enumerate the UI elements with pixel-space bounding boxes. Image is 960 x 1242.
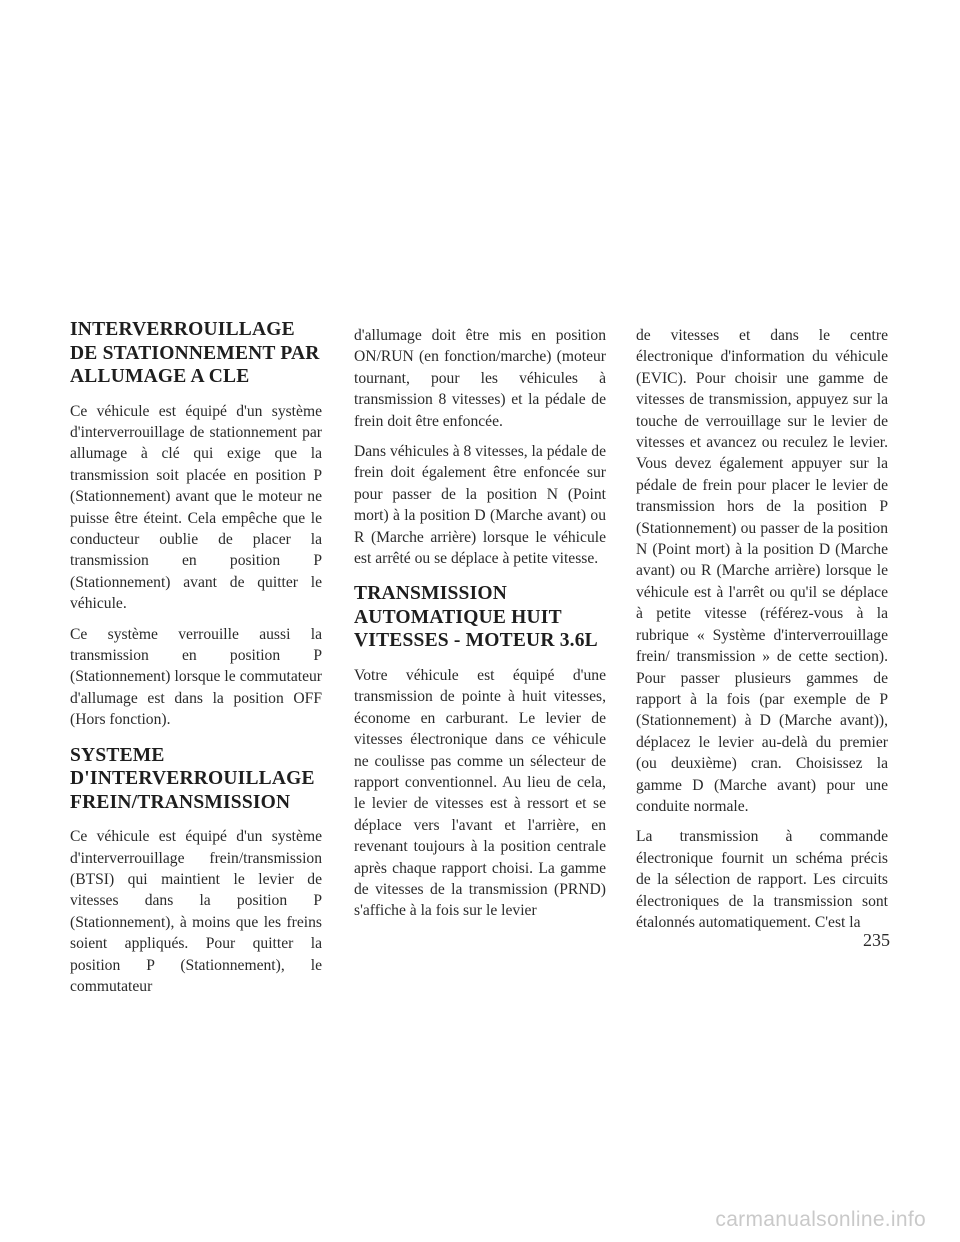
paragraph: Dans véhicules à 8 vitesses, la pédale de frein doit également être enfoncée sur pour passer de la position N (Point mort) à la position D (Marche avant) ou R (Marche arrière) lorsque le véhicule est arrêté ou se déplace à petite vitesse.	[354, 443, 607, 568]
paragraph: Ce véhicule est équipé d'un système d'interverrouillage de stationnement par allumage à clé qui exige que la transmission soit placée en position P (Stationnement) avant que le moteur ne puisse être éteint. Cela empêche que le conducteur oublie de placer la transmission en position P (Stationnement) avant de quitter le véhicule.	[70, 402, 322, 613]
text-column-2	[354, 325, 606, 931]
paragraph: Votre véhicule est équipé d'une transmission de pointe à huit vitesses, économe en carburant. Le levier de vitesses électronique dans ce véhicule ne coulisse pas comme un sélecteur de rapport conventionnel. Au lieu de cela, le levier de vitesses est à ressort et se déplace vers l'avant et l'arrière, en revenant toujours à la position centrale après chaque rapport choisi. La gamme de vitesses de la transmission (PRND) s'affiche à la fois sur le levier	[354, 666, 606, 920]
section-heading-brake-transmission-interlock: SYSTEME D'INTERVERROUILLAGE FREIN/TRANSMISSION	[70, 744, 315, 813]
paragraph: La transmission à commande électronique fournit un schéma précis de la sélection de rapport. Les circuits électroniques de la transmission sont étalonnés automatiquement. C'est la	[636, 828, 888, 931]
text-column-3	[636, 325, 888, 942]
paragraph: de vitesses et dans le centre électronique d'information du véhicule (EVIC). Pour choisir une gamme de vitesses de transmission, appuyez sur la touche de verrouillage sur le levier de vitesses et avancez ou reculez le levier. Vous devez également appuyer sur la pédale de frein pour placer le levier de transmission hors de la position P (Stationnement) ou passer de la position N (Point mort) à la position D (Marche avant) ou R (Marche arrière) lorsque le véhicule est à l'arrêt ou qu'il se déplace à petite vitesse (référez-vous à la rubrique « Système d'interverrouillage frein/ transmission » de cette section). Pour passer plusieurs gammes de rapport à la fois (par exemple de P (Stationnement) à D (Marche avant)), déplacez le levier au-delà du premier (ou deuxième) cran. Choisissez la gamme D (Marche avant) pour une conduite normale.	[636, 327, 888, 815]
watermark: carmanualsonline.info	[715, 1208, 926, 1231]
text-column-1	[70, 318, 322, 1006]
section-heading-eight-speed-transmission: TRANSMISSION AUTOMATIQUE HUIT VITESSES - MOTEUR 3.6L	[354, 583, 598, 652]
paragraph: Ce système verrouille aussi la transmission en position P (Stationnement) lorsque le commutateur d'allumage est dans la position OFF (Hors fonction).	[70, 625, 322, 729]
section-heading-park-interlock: INTERVERROUILLAGE DE STATIONNEMENT PAR ALLUMAGE A CLE	[70, 319, 320, 387]
page-number: 235	[863, 930, 890, 950]
paragraph: Ce véhicule est équipé d'un système d'interverrouillage frein/transmission (BTSI) qui maintient le levier de vitesses dans la position P (Stationnement), à moins que les freins soient appliqués. Pour quitter la position P (Stationnement), le commutateur	[70, 828, 322, 995]
paragraph: d'allumage doit être mis en position ON/RUN (en fonction/marche) (moteur tournant, pour les véhicules à transmission 8 vitesses) et la pédale de frein doit être enfoncée.	[354, 327, 606, 430]
